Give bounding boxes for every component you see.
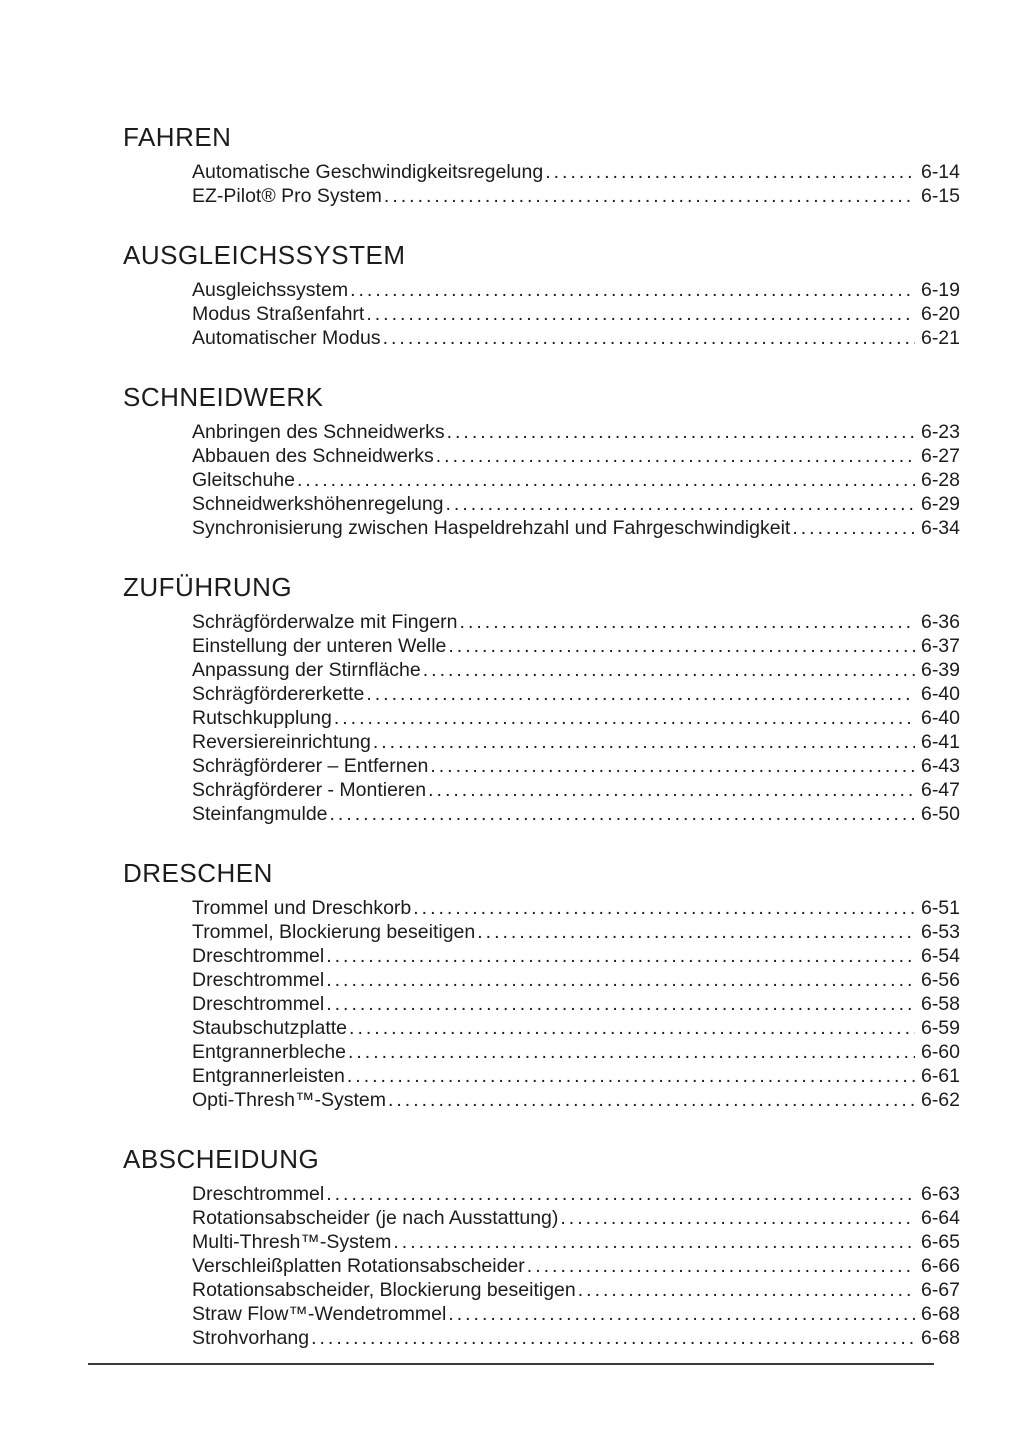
toc-entry (192, 1040, 960, 1064)
entry-title: Rotationsabscheider (je nach Ausstattung) (192, 1207, 559, 1229)
section-heading: DRESCHEN (123, 858, 273, 888)
entry-page-number: 6-36 (920, 611, 960, 633)
dot-leader (388, 1088, 915, 1112)
toc-entry (192, 778, 960, 802)
toc-entry (192, 682, 960, 706)
toc-entry (192, 1302, 960, 1326)
dot-leader (460, 610, 915, 634)
entry-title: Automatische Geschwindigkeitsregelung (192, 161, 544, 183)
entry-title: Entgrannerbleche (192, 1041, 346, 1063)
dot-leader (297, 468, 915, 492)
entry-title: Opti-Thresh™-System (192, 1089, 386, 1111)
entry-title: Dreschtrommel (192, 993, 325, 1015)
entry-page-number: 6-20 (920, 303, 960, 325)
entry-page-number: 6-62 (920, 1089, 960, 1111)
entry-title: Trommel, Blockierung beseitigen (192, 921, 476, 943)
entry-title: Dreschtrommel (192, 969, 325, 991)
toc-section (123, 572, 960, 826)
section-heading: SCHNEIDWERK (123, 382, 324, 412)
entry-title: Automatischer Modus (192, 327, 381, 349)
dot-leader (347, 1064, 915, 1088)
toc-entry (192, 468, 960, 492)
dot-leader (413, 896, 915, 920)
toc-entry (192, 278, 960, 302)
entry-page-number: 6-54 (920, 945, 960, 967)
toc-entry (192, 160, 960, 184)
toc-entry (192, 1206, 960, 1230)
entry-title: Rotationsabscheider, Blockierung beseitigen (192, 1279, 576, 1301)
entry-page-number: 6-28 (920, 469, 960, 491)
entry-title: Schrägförderwalze mit Fingern (192, 611, 458, 633)
toc-section (123, 858, 960, 1112)
dot-leader (428, 778, 915, 802)
entry-title: Schneidwerkshöhenregelung (192, 493, 444, 515)
toc-entry (192, 444, 960, 468)
toc-entry (192, 1064, 960, 1088)
section-entries (192, 1182, 960, 1350)
dot-leader (527, 1254, 915, 1278)
entry-title: Staubschutzplatte (192, 1017, 348, 1039)
dot-leader (477, 920, 915, 944)
entry-page-number: 6-41 (920, 731, 960, 753)
entry-page-number: 6-58 (920, 993, 960, 1015)
toc-entry (192, 730, 960, 754)
dot-leader (326, 968, 915, 992)
toc-entry (192, 658, 960, 682)
entry-page-number: 6-51 (920, 897, 960, 919)
dot-leader (436, 444, 915, 468)
toc-entry (192, 920, 960, 944)
toc-entry (192, 1182, 960, 1206)
entry-page-number: 6-66 (920, 1255, 960, 1277)
dot-leader (349, 1016, 915, 1040)
toc-page (123, 122, 960, 1382)
toc-entry (192, 1230, 960, 1254)
section-heading: ZUFÜHRUNG (123, 572, 293, 602)
entry-title: Schrägfördererkette (192, 683, 365, 705)
entry-title: Steinfangmulde (192, 803, 328, 825)
section-entries (192, 896, 960, 1112)
entry-title: Anbringen des Schneidwerks (192, 421, 445, 443)
entry-page-number: 6-21 (920, 327, 960, 349)
toc-entry (192, 754, 960, 778)
dot-leader (792, 516, 915, 540)
dot-leader (430, 754, 915, 778)
toc-entry (192, 1016, 960, 1040)
entry-title: Gleitschuhe (192, 469, 295, 491)
section-heading: ABSCHEIDUNG (123, 1144, 320, 1174)
dot-leader (330, 802, 915, 826)
entry-title: Synchronisierung zwischen Haspeldrehzahl und Fahrgeschwindigkeit (192, 517, 791, 539)
dot-leader (326, 992, 915, 1016)
entry-page-number: 6-56 (920, 969, 960, 991)
entry-page-number: 6-14 (920, 161, 960, 183)
dot-leader (311, 1326, 915, 1350)
section-entries (192, 160, 960, 208)
toc-entry (192, 896, 960, 920)
entry-page-number: 6-53 (920, 921, 960, 943)
dot-leader (446, 492, 915, 516)
entry-page-number: 6-19 (920, 279, 960, 301)
toc-section (123, 382, 960, 540)
dot-leader (334, 706, 915, 730)
toc-entry (192, 706, 960, 730)
entry-page-number: 6-64 (920, 1207, 960, 1229)
dot-leader (348, 1040, 915, 1064)
dot-leader (393, 1230, 915, 1254)
entry-title: Anpassung der Stirnfläche (192, 659, 421, 681)
footer-divider (88, 1363, 934, 1365)
toc-section (123, 1144, 960, 1350)
toc-entry (192, 610, 960, 634)
toc-entry (192, 516, 960, 540)
section-heading: AUSGLEICHSSYSTEM (123, 240, 406, 270)
dot-leader (326, 1182, 915, 1206)
dot-leader (447, 420, 915, 444)
entry-page-number: 6-59 (920, 1017, 960, 1039)
entry-page-number: 6-65 (920, 1231, 960, 1253)
entry-page-number: 6-50 (920, 803, 960, 825)
dot-leader (373, 730, 915, 754)
toc-entry (192, 1254, 960, 1278)
dot-leader (366, 302, 915, 326)
entry-page-number: 6-40 (920, 683, 960, 705)
toc-entry (192, 802, 960, 826)
toc-entry (192, 326, 960, 350)
entry-page-number: 6-68 (920, 1303, 960, 1325)
dot-leader (448, 1302, 915, 1326)
section-entries (192, 610, 960, 826)
dot-leader (560, 1206, 915, 1230)
entry-title: Strohvorhang (192, 1327, 310, 1349)
entry-title: Abbauen des Schneidwerks (192, 445, 434, 467)
section-entries (192, 420, 960, 540)
entry-page-number: 6-43 (920, 755, 960, 777)
toc-entry (192, 968, 960, 992)
entry-title: Ausgleichssystem (192, 279, 349, 301)
section-entries (192, 278, 960, 350)
dot-leader (384, 184, 915, 208)
entry-title: Entgrannerleisten (192, 1065, 345, 1087)
dot-leader (326, 944, 915, 968)
entry-title: Schrägförderer - Montieren (192, 779, 427, 801)
dot-leader (350, 278, 915, 302)
toc-entry (192, 634, 960, 658)
entry-page-number: 6-27 (920, 445, 960, 467)
entry-title: EZ-Pilot® Pro System (192, 185, 382, 207)
entry-title: Straw Flow™-Wendetrommel (192, 1303, 447, 1325)
entry-title: Einstellung der unteren Welle (192, 635, 447, 657)
toc-entry (192, 184, 960, 208)
dot-leader (423, 658, 915, 682)
dot-leader (578, 1278, 915, 1302)
toc-section (123, 122, 960, 208)
entry-page-number: 6-37 (920, 635, 960, 657)
dot-leader (545, 160, 915, 184)
entry-title: Dreschtrommel (192, 945, 325, 967)
entry-title: Reversiereinrichtung (192, 731, 371, 753)
entry-title: Multi-Thresh™-System (192, 1231, 392, 1253)
toc-entry (192, 992, 960, 1016)
entry-title: Verschleißplatten Rotationsabscheider (192, 1255, 525, 1277)
entry-page-number: 6-63 (920, 1183, 960, 1205)
entry-page-number: 6-68 (920, 1327, 960, 1349)
toc-entry (192, 492, 960, 516)
entry-title: Rutschkupplung (192, 707, 332, 729)
entry-page-number: 6-61 (920, 1065, 960, 1087)
entry-page-number: 6-34 (920, 517, 960, 539)
entry-page-number: 6-23 (920, 421, 960, 443)
toc (123, 122, 960, 1350)
toc-entry (192, 1326, 960, 1350)
toc-entry (192, 944, 960, 968)
entry-page-number: 6-29 (920, 493, 960, 515)
entry-page-number: 6-39 (920, 659, 960, 681)
entry-title: Dreschtrommel (192, 1183, 325, 1205)
section-heading: FAHREN (123, 122, 232, 152)
entry-title: Schrägförderer – Entfernen (192, 755, 429, 777)
toc-section (123, 240, 960, 350)
toc-entry (192, 302, 960, 326)
dot-leader (448, 634, 915, 658)
toc-entry (192, 420, 960, 444)
toc-entry (192, 1278, 960, 1302)
entry-page-number: 6-67 (920, 1279, 960, 1301)
dot-leader (366, 682, 915, 706)
entry-page-number: 6-40 (920, 707, 960, 729)
entry-page-number: 6-47 (920, 779, 960, 801)
toc-entry (192, 1088, 960, 1112)
entry-page-number: 6-60 (920, 1041, 960, 1063)
entry-page-number: 6-15 (920, 185, 960, 207)
entry-title: Trommel und Dreschkorb (192, 897, 412, 919)
dot-leader (383, 326, 915, 350)
entry-title: Modus Straßenfahrt (192, 303, 365, 325)
